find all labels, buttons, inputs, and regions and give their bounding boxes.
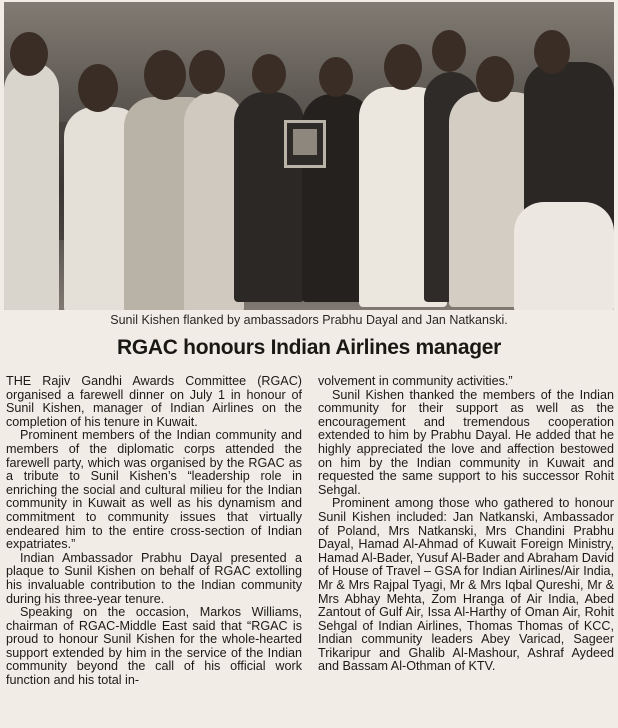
article-column-right bbox=[318, 375, 614, 674]
article-paragraph: Prominent among those who gathered to honour Sunil Kishen included: Jan Natkanski, Ambassador of Poland, Mrs Natkanski, Mrs Chandini Prabhu Dayal, Hamad Al-Ahmad of Kuwait Foreign Ministry, Hamad Al-Bader, Yusuf Al-Bader and Abraham David of House of Travel – GSA for Indian Airlines/Air India, Mr & Mrs Rajpal Tyagi, Mr & Mrs Iqbal Qureshi, Mr & Mrs Abhay Mehta, Zom Hranga of Air India, Abed Zantout of Gulf Air, Issa Al-Harthy of Oman Air, Rohit Sehgal of Indian Airlines, Thomas Thomas of KCC, Indian community leaders Abey Varicad, Sageer Trikaripur and Ghalib Al-Mashour, Ashraf Aydeed and Bassam Al-Othman of KTV. bbox=[318, 496, 614, 674]
person-head bbox=[78, 64, 118, 112]
article-headline: RGAC honours Indian Airlines manager bbox=[117, 336, 501, 359]
person-head bbox=[252, 54, 286, 94]
person-head bbox=[319, 57, 353, 97]
article-paragraph: THE Rajiv Gandhi Awards Committee (RGAC) organised a farewell dinner on July 1 in honour of Sunil Kishen, manager of Indian Airlines on the completion of his tenure in Kuwait. bbox=[6, 374, 302, 429]
person-head bbox=[384, 44, 422, 90]
award-plaque bbox=[284, 120, 326, 168]
article-paragraph: Speaking on the occasion, Markos Williams, chairman of RGAC-Middle East said that “RGAC is proud to honour Sunil Kishen for the whole-hearted support extended by him in the service of the Indian community beyond the call of his official work function and his total in- bbox=[6, 605, 302, 688]
person-head bbox=[432, 30, 466, 72]
article-column-left bbox=[6, 375, 302, 688]
person-figure bbox=[514, 202, 614, 310]
person-head bbox=[10, 32, 48, 76]
article-paragraph: volvement in community activities.” bbox=[318, 374, 513, 388]
person-head bbox=[189, 50, 225, 94]
plaque-face bbox=[293, 129, 317, 155]
person-head bbox=[476, 56, 514, 102]
photo-caption: Sunil Kishen flanked by ambassadors Prabhu Dayal and Jan Natkanski. bbox=[110, 313, 508, 327]
article-paragraph: Prominent members of the Indian community and members of the diplomatic corps attended the farewell party, which was organised by the RGAC as a tribute to Sunil Kishen’s “leadership role in enriching the social and cultural milieu for the Indian community in Kuwait as well as his dynamism and commitment to community issues that virtually endeared him to the entire cross-section of Indian expatriates.” bbox=[6, 428, 302, 552]
news-photo bbox=[4, 2, 614, 310]
person-head bbox=[144, 50, 186, 100]
article-paragraph: Sunil Kishen thanked the members of the Indian community for their support as well as the encouragement and tremendous cooperation extended to him by Prabhu Dayal. He added that he highly appreciated the love and affection bestowed on him by the Indian community in Kuwait and requested the same support to his successor Rohit Sehgal. bbox=[318, 387, 614, 497]
person-figure bbox=[4, 62, 59, 310]
article-paragraph: Indian Ambassador Prabhu Dayal presented a plaque to Sunil Kishen on behalf of RGAC extolling his invaluable contribution to the Indian community during his three-year tenure. bbox=[6, 550, 302, 606]
person-head bbox=[534, 30, 570, 74]
